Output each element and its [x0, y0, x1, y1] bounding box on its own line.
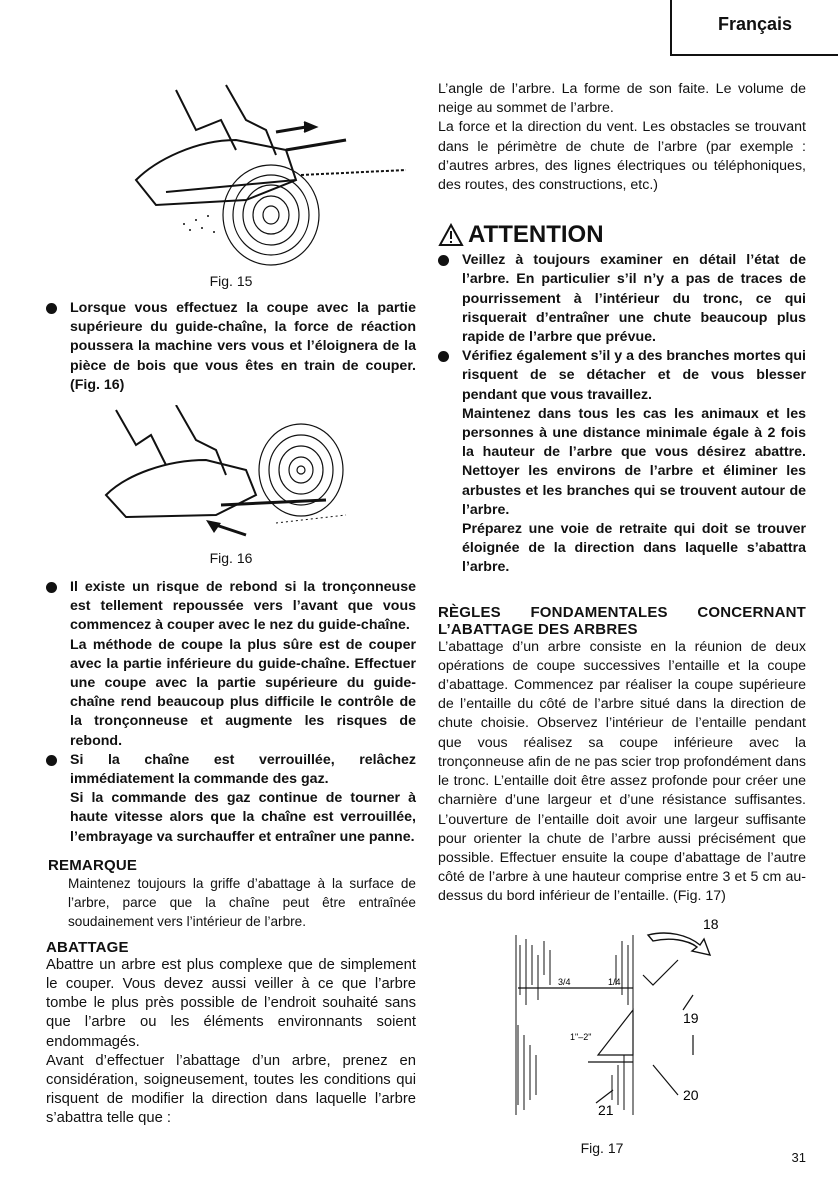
attention-heading	[438, 221, 806, 249]
conditions-paragraph-2: La force et la direction du vent. Les obstacles se trouvant dans le périmètre de chute de l’arbre (par exemple : d’autres arbres, des lignes électriques ou téléphoniques, des routes, des constructions, etc.)	[438, 119, 806, 194]
fig15-caption: Fig. 15	[209, 273, 253, 289]
language-tab	[670, 0, 838, 56]
bullet-chain-locked: Si la chaîne est verrouillée, relâchez immédiatement la commande des gaz.	[46, 751, 416, 789]
bullet-icon	[46, 755, 57, 766]
fig17-label-21: 21	[598, 1101, 614, 1118]
bullet-kickback-risk: Il existe un risque de rebond si la tronçonneuse est tellement repoussée vers l’avant que vous commencez à couper avec le nez du guide-chaîne.	[46, 578, 416, 636]
rules-heading-line1: RÈGLES FONDAMENTALES CONCERNANT	[438, 603, 806, 621]
bullet-icon	[46, 303, 57, 314]
bullet-icon	[46, 582, 57, 593]
fig17-label-gap: 1"–2"	[570, 1031, 592, 1042]
right-column	[438, 80, 806, 1156]
warning-triangle-icon	[438, 223, 464, 247]
felling-paragraph-2: Avant d’effectuer l’abattage d’un arbre, prenez en considération, soigneusement, toutes les conditions qui risquent de modifier la direction dans laquelle l’arbre s’abattra telle que :	[46, 1052, 416, 1127]
fig17-label-20: 20	[683, 1086, 699, 1103]
remark-heading: REMARQUE	[48, 856, 138, 874]
fig17-label-19: 19	[683, 1009, 699, 1026]
bullet-icon	[438, 351, 449, 362]
remark-text: Maintenez toujours la griffe d’abattage à la surface de l’arbre, parce que la chaîne peut être entraînée soudainement vers l’intérieur de l’arbre.	[68, 875, 416, 929]
fig15-illustration	[46, 80, 416, 266]
kickback-safe-method: La méthode de coupe la plus sûre est de couper avec la partie inférieure du guide-chaîne. Effectuer une coupe avec la partie supérieure du guide-chaîne rend beaucoup plus difficile le contrôle de la tronçonneuse et augmente les risques de rebond.	[70, 636, 416, 749]
bullet-reaction-force: Lorsque vous effectuez la coupe avec la partie supérieure du guide-chaîne, la force de réaction poussera la machine vers vous et l’éloignera de la pièce de bois que vous êtes en train de couper. (Fig. 16)	[46, 299, 416, 395]
attention-distance: Maintenez dans tous les cas les animaux et les personnes à une distance minimale égale à 2 fois la hauteur de l’arbre que vous désirez abattre. Nettoyer les environs de l’arbre et éliminer les arbustes et les branches qui se trouvent autour de l’arbre.	[462, 405, 806, 518]
felling-paragraph-1: Abattre un arbre est plus complexe que de simplement le couper. Vous devez aussi veiller à ce que l’arbre tombe le plus près possible de l’endroit souhaité sans que l’arbre ou les éléments environnants soient endommagés.	[46, 956, 416, 1050]
attention-retreat: Préparez une voie de retraite qui doit se trouver éloignée de la direction dans laquelle s’abattra l’arbre.	[462, 521, 806, 576]
attention-label: ATTENTION	[468, 221, 604, 249]
attention-bullet-dead-branches: Vérifiez également s’il y a des branches mortes qui risquent de se détacher et de vous blesser pendant que vous travaillez.	[438, 347, 806, 405]
felling-heading: ABATTAGE	[46, 938, 129, 956]
fig17-label-three-quarters: 3/4	[558, 976, 571, 987]
left-column	[46, 80, 416, 1129]
attention-bullet-tree-state: Veillez à toujours examiner en détail l’état de l’arbre. En particulier s’il n’y a pas de traces de pourrissement à l’intérieur du tronc, ce qui risquerait d’entraîner une chute beaucoup plus rapide de l’arbre que prévue.	[438, 251, 806, 347]
chain-locked-detail: Si la commande des gaz continue de tourner à haute vitesse alors que la chaîne est verrouillée, l’embrayage va surchauffer et entraîner une panne.	[70, 790, 416, 845]
fig17-label-one-quarter: 1/4	[608, 976, 621, 987]
fig17-illustration	[438, 915, 806, 1135]
fig16-illustration	[46, 405, 416, 545]
fig17-caption: Fig. 17	[580, 1139, 624, 1156]
page-number: 31	[791, 1150, 806, 1165]
rules-paragraph: L’abattage d’un arbre consiste en la réunion de deux opérations de coupe successives l’entaille et la coupe d’abattage. Commencez par réaliser la coupe supérieure de l’entaille du côté de l’arbre situé dans la direction de chute choisie. Observez l’intérieur de l’entaille pendant que vous réalisez sa coupe inférieure avec la tronçonneuse afin de ne pas scier trop profondément dans le tronc. L’entaille doit être assez profonde pour créer une charnière d’une largeur et d’une résistance suffisantes. L’ouverture de l’entaille doit avoir une largeur suffisante pour orienter la chute de l’arbre aussi précisément que possible. Effectuer ensuite la coupe d’abattage de l’autre côté de l’arbre à une hauteur comprise entre 3 et 5 cm au-dessus du bord inférieur de l’entaille. (Fig. 17)	[438, 638, 806, 905]
conditions-paragraph-1: L’angle de l’arbre. La forme de son faite. Le volume de neige au sommet de l’arbre.	[438, 81, 806, 117]
bullet-icon	[438, 255, 449, 266]
fig17-label-18: 18	[703, 915, 719, 932]
fig16-caption: Fig. 16	[209, 550, 253, 567]
language-label: Français	[717, 14, 793, 34]
rules-heading-line2: L’ABATTAGE DES ARBRES	[438, 620, 638, 638]
